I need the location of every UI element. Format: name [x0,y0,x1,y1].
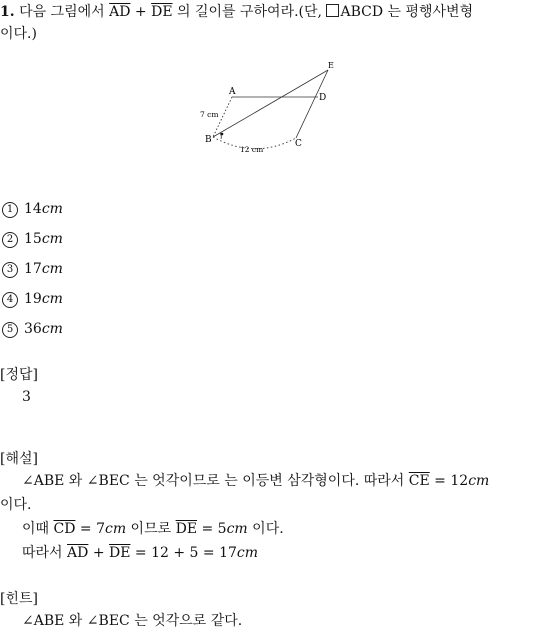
explanation-line-2: 이다. [0,497,32,513]
text-ttaraseo: 따라서 [22,545,68,561]
length-bc-label: 12 cm [240,145,264,154]
unit-de: cm [226,521,248,537]
choice-value-1: 14 [24,201,42,217]
eq-sum: = 12 + 5 = 17 [130,545,237,561]
explanation-text-1: 는 엇각이므로 는 이등변 삼각형이다. 따라서 [129,473,409,489]
point-marker [221,133,224,136]
text-ittae: 이때 [22,521,54,537]
choice-mark-5: 5 [2,322,18,338]
parallelogram-name: ABCD [340,4,384,20]
conj-wa: 와 [64,473,87,489]
hint-angle-abe: ∠ABE [22,613,65,629]
choice-4[interactable] [2,290,63,308]
label-b: B [205,135,212,145]
answer-value: 3 [22,389,31,405]
segment-de: $\overline{DE}$ [151,4,173,20]
parallelogram-box-icon [326,4,339,17]
choice-mark-1: 1 [2,202,18,218]
answer-heading: [정답] [0,367,38,383]
line-be [213,70,328,137]
choice-unit-4: cm [41,291,63,307]
choice-value-4: 19 [24,291,42,307]
eq-de: = 5 [197,521,227,537]
text-imeuro: 이므로 [126,521,176,537]
length-ab-label: 7 cm [200,110,219,119]
choice-mark-2: 2 [2,232,18,248]
hint-angle-bec: ∠BEC [86,613,130,629]
choice-1[interactable] [2,200,63,218]
choice-3[interactable] [2,260,63,278]
segment-ad: $\overline{AD}$ [109,4,131,20]
line-ce [296,70,328,138]
unit-cd: cm [104,521,127,537]
question-text-a: 다음 그림에서 [19,4,110,20]
plus-sign-2: + [88,545,110,561]
hint-heading: [힌트] [0,591,38,607]
plus-sign: + [130,4,152,20]
hint-text: 는 엇각으로 같다. [129,613,243,629]
unit-ce: cm [468,473,490,489]
choice-mark-4: 4 [2,292,18,308]
label-c: C [295,139,302,149]
explanation-line-1 [22,472,489,490]
segment-de-3: $\overline{DE}$ [109,545,131,561]
label-d: D [319,93,327,103]
choice-value-3: 17 [24,261,42,277]
question-line-2: 이다.) [0,26,37,42]
choice-value-5: 36 [24,321,42,337]
segment-ad-2: $\overline{AD}$ [67,545,89,561]
angle-abe: ∠ABE [22,473,65,489]
question-line-1 [0,3,473,21]
segment-de-2: $\overline{DE}$ [175,521,198,537]
segment-cd: $\overline{CD}$ [53,521,76,537]
segment-ce: $\overline{CE}$ [408,473,430,489]
angle-bec: ∠BEC [86,473,130,489]
question-number: 1. [0,4,15,20]
choice-2[interactable] [2,230,63,248]
explanation-line-3 [22,520,284,538]
parallelogram-figure [195,58,345,158]
question-text-b: 의 길이를 구하여라.(단, [172,4,327,20]
question-text-c: 는 평행사변형 [383,4,474,20]
choice-unit-5: cm [41,321,63,337]
text-ida: 이다. [247,521,284,537]
choice-unit-2: cm [41,231,63,247]
hint-line [22,612,242,630]
label-a: A [229,87,236,97]
hint-conj-wa: 와 [64,613,87,629]
choice-unit-3: cm [41,261,63,277]
unit-sum: cm [236,545,259,561]
label-e: E [328,61,334,70]
explanation-line-4 [22,544,258,562]
choice-mark-3: 3 [2,262,18,278]
choice-value-2: 15 [24,231,42,247]
eq-cd: = 7 [75,521,105,537]
eq-ce: = 12 [429,473,469,489]
choice-5[interactable] [2,320,63,338]
choice-unit-1: cm [41,201,63,217]
explanation-heading: [해설] [0,451,38,467]
